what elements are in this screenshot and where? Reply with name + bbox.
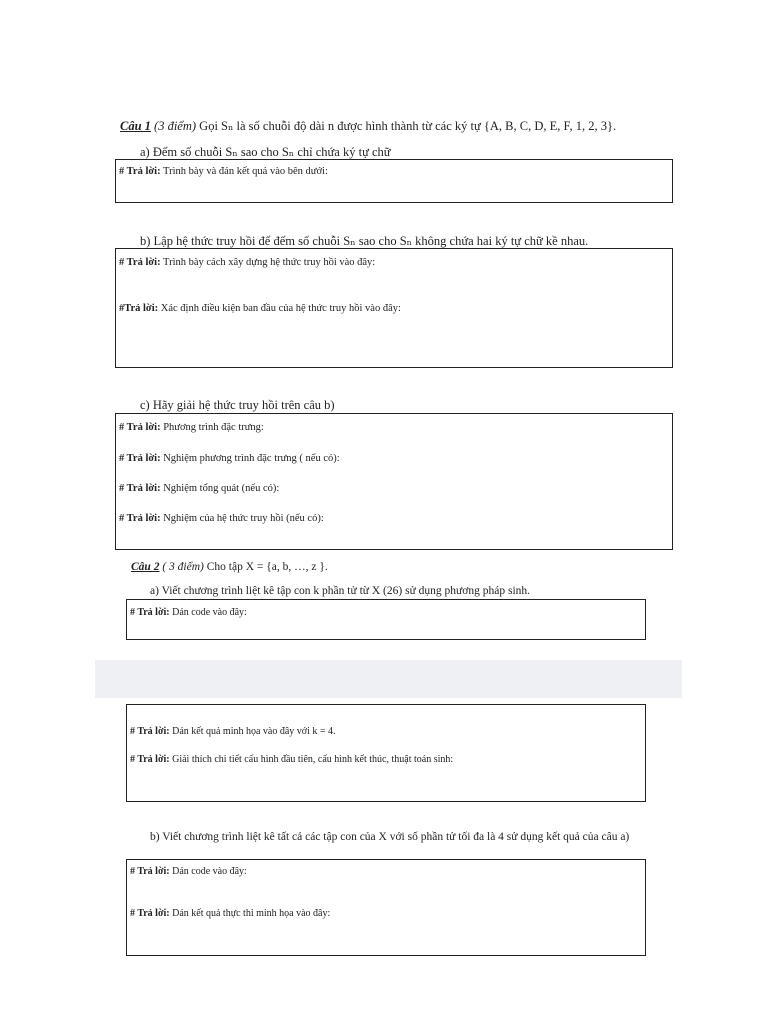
question-2-points: ( 3 điểm) xyxy=(162,561,204,573)
answer-prompt: Giải thích chi tiết cấu hình đầu tiên, cấu hình kết thúc, thuật toán sinh: xyxy=(169,754,454,765)
answer-label: # Trả lời: xyxy=(119,453,161,464)
answer-label: # Trả lời: xyxy=(130,908,170,919)
question-2-heading xyxy=(131,561,328,573)
question-1-points: (3 điểm) xyxy=(154,119,197,133)
answer-line xyxy=(119,303,401,314)
answer-prompt: Trình bày và đán kết quả vào bên dưới: xyxy=(160,166,328,177)
question-1-number: Câu 1 xyxy=(120,119,151,133)
answer-line xyxy=(119,453,340,464)
question-2b-text: b) Viết chương trình liệt kê tất cả các tập con của X với số phần tử tối đa là 4 sử dụng kết quả của câu a) xyxy=(150,831,630,843)
answer-line xyxy=(130,908,330,919)
answer-line xyxy=(130,607,247,618)
answer-prompt: Dán code vào đây: xyxy=(169,607,247,618)
answer-line xyxy=(130,754,453,765)
answer-label: # Trả lời: xyxy=(130,607,170,618)
answer-prompt: Dán kết quả minh họa vào đây với k = 4. xyxy=(169,726,336,737)
answer-line xyxy=(119,257,375,268)
question-2a-text: a) Viết chương trình liệt kê tập con k phần tử từ X (26) sử dụng phương pháp sinh. xyxy=(150,585,531,597)
answer-line xyxy=(119,483,279,494)
answer-label: #Trả lời: xyxy=(119,303,159,314)
question-1b-text: b) Lập hệ thức truy hồi để đếm số chuỗi Sₙ sao cho Sₙ không chứa hai ký tự chữ kề nhau. xyxy=(140,234,589,248)
answer-prompt: Xác định điều kiện ban đầu của hệ thức truy hồi vào đây: xyxy=(158,303,401,314)
question-1-text: Gọi Sₙ là số chuỗi độ dài n được hình thành từ các ký tự {A, B, C, D, E, F, 1, 2, 3}. xyxy=(199,119,617,133)
question-1c-text: c) Hãy giải hệ thức truy hồi trên câu b) xyxy=(140,398,335,412)
answer-label: # Trả lời: xyxy=(119,166,161,177)
answer-label: # Trả lời: xyxy=(119,483,161,494)
answer-label: # Trả lời: xyxy=(119,422,161,433)
answer-box-1b[interactable] xyxy=(115,248,673,368)
answer-box-2a-results[interactable] xyxy=(126,704,646,802)
answer-box-2a-code[interactable] xyxy=(126,599,646,640)
answer-prompt: Trình bày cách xây dựng hệ thức truy hồi vào đây: xyxy=(160,257,376,268)
answer-label: # Trả lời: xyxy=(119,513,161,524)
answer-prompt: Nghiệm của hệ thức truy hồi (nếu có): xyxy=(160,513,324,524)
answer-prompt: Dán code vào đây: xyxy=(169,866,247,877)
answer-line xyxy=(119,513,324,524)
answer-box-1c[interactable] xyxy=(115,413,673,550)
question-2-text: Cho tập X = {a, b, …, z }. xyxy=(206,561,328,573)
answer-label: # Trả lời: xyxy=(130,726,170,737)
answer-line xyxy=(130,866,247,877)
answer-line xyxy=(119,166,328,177)
answer-label: # Trả lời: xyxy=(130,866,170,877)
answer-box-2b[interactable] xyxy=(126,859,646,956)
answer-label: # Trả lời: xyxy=(119,257,161,268)
answer-line xyxy=(119,422,264,433)
answer-box-1a[interactable] xyxy=(115,159,673,203)
question-1-heading xyxy=(120,118,616,134)
answer-label: # Trả lời: xyxy=(130,754,170,765)
question-2-number: Câu 2 xyxy=(131,561,160,573)
answer-line xyxy=(130,726,336,737)
answer-prompt: Dán kết quả thực thi minh họa vào đây: xyxy=(169,908,331,919)
answer-prompt: Nghiệm tổng quát (nếu có): xyxy=(160,483,280,494)
question-1a-text: a) Đếm số chuỗi Sₙ sao cho Sₙ chỉ chứa ký tự chữ xyxy=(140,145,391,159)
answer-prompt: Phương trình đặc trưng: xyxy=(160,422,264,433)
page-break xyxy=(95,660,682,698)
answer-prompt: Nghiệm phương trình đặc trưng ( nếu có): xyxy=(160,453,340,464)
